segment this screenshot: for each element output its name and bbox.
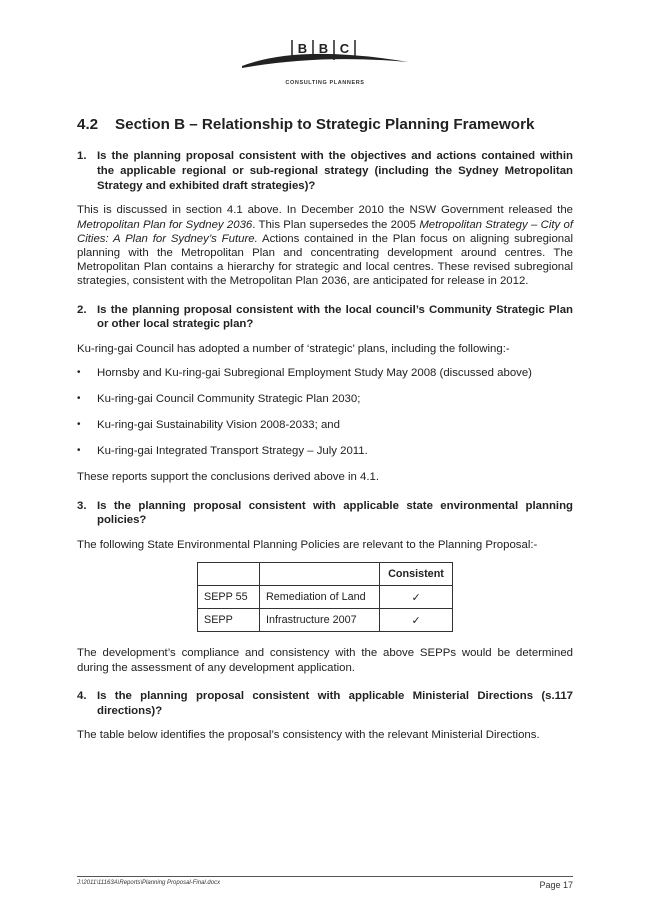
section-heading (77, 116, 573, 133)
check-icon: ✓ (380, 609, 453, 632)
q3-intro: The following State Environmental Planning Policies are relevant to the Planning Proposal:- (77, 539, 538, 552)
question-number: 1. (77, 150, 87, 162)
page-number: Page 17 (539, 880, 573, 890)
section-title: Section B – Relationship to Strategic Planning Framework (115, 116, 535, 133)
logo-letter-1: B (297, 41, 308, 56)
list-item-text: Ku-ring-gai Integrated Transport Strategy – July 2011. (97, 445, 368, 458)
sepp-table (197, 562, 453, 632)
list-item (77, 392, 573, 406)
question-text: Is the planning proposal consistent with applicable state environmental planning policies? (97, 499, 573, 527)
question-number: 4. (77, 689, 87, 702)
check-icon: ✓ (380, 586, 453, 609)
question-2 (77, 303, 573, 333)
strategy-title-italic: Metropolitan Strategy – City of Cities: A Plan for Sydney’s Future. (77, 218, 574, 245)
strategic-plans-list (77, 366, 573, 458)
page-content (77, 116, 573, 753)
table-header-cell (260, 563, 380, 586)
text-run: Actions contained in the Plan focus on aligning subregional planning with the Metropolitan Plan and concentrating development around centres. The Metropolitan Plan contains a hierarchy for strategic and local centres. These revised subregional strategies, consistent with the Metropolitan Plan 2036, are anticipated for release in 2012. (77, 232, 573, 288)
table-header-row (198, 563, 453, 586)
question-4 (77, 689, 573, 719)
list-item (77, 444, 573, 458)
question-1 (77, 149, 573, 193)
q2-outro: These reports support the conclusions derived above in 4.1. (77, 471, 380, 484)
q3-outro: The development’s compliance and consistency with the above SEPPs would be determined during the assessment of any development application. (77, 647, 573, 674)
table-header-cell: Consistent (380, 563, 453, 586)
q1-answer-paragraph (77, 203, 573, 288)
question-text: Is the planning proposal consistent with applicable Ministerial Directions (s.117 directions)? (97, 689, 573, 717)
question-text: Is the planning proposal consistent with the objectives and actions contained within the applicable regional or sub-regional strategy (including the Sydney Metropolitan Strategy and exhibited draft strategies)? (97, 150, 573, 192)
list-item (77, 366, 573, 380)
question-number: 3. (77, 499, 87, 512)
bbc-logo (240, 36, 410, 92)
question-number: 2. (77, 303, 87, 316)
text-run: This is discussed in section 4.1 above. In December 2010 the NSW Government released the (77, 204, 573, 217)
q2-intro: Ku-ring-gai Council has adopted a number of ‘strategic’ plans, including the following:- (77, 343, 510, 356)
text-run: . This Plan supersedes the 2005 (252, 218, 420, 231)
question-3 (77, 499, 573, 529)
table-cell: SEPP 55 (198, 586, 260, 609)
page-footer (77, 876, 573, 890)
table-cell: Remediation of Land (260, 586, 380, 609)
bullet-icon: • (77, 367, 81, 379)
bullet-icon: • (77, 445, 81, 457)
table-cell: SEPP (198, 609, 260, 632)
logo-caption: CONSULTING PLANNERS (285, 80, 365, 86)
plan-title-italic: Metropolitan Plan for Sydney 2036 (77, 218, 253, 231)
file-path: J:\2011\11163A\Reports\Planning Proposal-Final.docx (77, 880, 221, 886)
section-number: 4.2 (77, 116, 99, 133)
list-item-text: Ku-ring-gai Sustainability Vision 2008-2033; and (97, 419, 340, 432)
table-header-cell (198, 563, 260, 586)
table-row (198, 586, 453, 609)
q4-intro: The table below identifies the proposal’s consistency with the relevant Ministerial Directions. (77, 729, 540, 742)
question-text: Is the planning proposal consistent with the local council’s Community Strategic Plan or other local strategic plan? (97, 303, 573, 331)
table-row (198, 609, 453, 632)
list-item-text: Ku-ring-gai Council Community Strategic Plan 2030; (97, 393, 361, 406)
bullet-icon: • (77, 393, 81, 405)
list-item-text: Hornsby and Ku-ring-gai Subregional Employment Study May 2008 (discussed above) (97, 367, 532, 380)
table-cell: Infrastructure 2007 (260, 609, 380, 632)
logo-letter-2: B (318, 41, 329, 56)
bullet-icon: • (77, 419, 81, 431)
logo-letter-3: C (339, 41, 350, 56)
list-item (77, 418, 573, 432)
